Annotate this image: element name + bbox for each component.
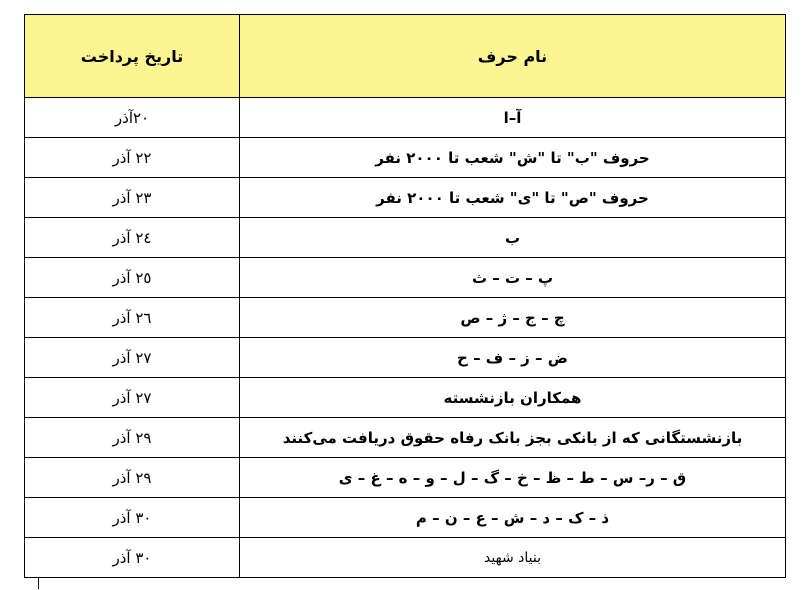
letter-group-cell: پ – ت – ث xyxy=(240,258,786,298)
payment-date-cell: ۲۹ آذر xyxy=(25,458,240,498)
letter-group-cell: چ – ج – ژ – ص xyxy=(240,298,786,338)
payment-date-cell: ۲۳ آذر xyxy=(25,178,240,218)
letter-group-cell: ب xyxy=(240,218,786,258)
payment-date-cell: ۲٤ آذر xyxy=(25,218,240,258)
letter-group-cell: بازنشستگانی که از بانکی بجز بانک رفاه حقوق دریافت می‌کنند xyxy=(240,418,786,458)
header-payment-date: تاریخ پرداخت xyxy=(25,15,240,98)
table-row xyxy=(25,298,786,338)
payment-date-cell: ۲۹ آذر xyxy=(25,418,240,458)
letter-group-cell: ذ – ک – د – ش – ع – ن – م xyxy=(240,498,786,538)
table-row xyxy=(25,338,786,378)
payment-date-cell: ۲۰آذر xyxy=(25,98,240,138)
letter-group-cell: ق – ر– س – ط – ظ – خ – گ – ل – و – ه – غ – ی xyxy=(240,458,786,498)
payment-date-cell: ۲٥ آذر xyxy=(25,258,240,298)
header-row xyxy=(25,15,786,98)
table-row xyxy=(25,258,786,298)
header-letter-name: نام حرف xyxy=(240,15,786,98)
table-row xyxy=(25,538,786,578)
payment-schedule-table xyxy=(24,14,786,578)
table-row xyxy=(25,178,786,218)
payment-date-cell: ۲۲ آذر xyxy=(25,138,240,178)
payment-date-cell: ۲۷ آذر xyxy=(25,378,240,418)
payment-date-cell: ۲۷ آذر xyxy=(25,338,240,378)
table-row xyxy=(25,418,786,458)
table-row xyxy=(25,458,786,498)
table-row xyxy=(25,218,786,258)
letter-group-cell: حروف "ص" تا "ی" شعب تا ۲۰۰۰ نفر xyxy=(240,178,786,218)
letter-group-cell: آ–ا xyxy=(240,98,786,138)
payment-date-cell: ۳۰ آذر xyxy=(25,538,240,578)
table-row xyxy=(25,138,786,178)
letter-group-cell: حروف "ب" تا "ش" شعب تا ۲۰۰۰ نفر xyxy=(240,138,786,178)
payment-date-cell: ۲٦ آذر xyxy=(25,298,240,338)
page-margin-marker xyxy=(38,577,39,589)
payment-date-cell: ۳۰ آذر xyxy=(25,498,240,538)
table-row xyxy=(25,98,786,138)
letter-group-cell: ض – ز – ف – ح xyxy=(240,338,786,378)
letter-group-cell: همکاران بازنشسته xyxy=(240,378,786,418)
table-row xyxy=(25,378,786,418)
letter-group-cell: بنیاد شهید xyxy=(240,538,786,578)
table-row xyxy=(25,498,786,538)
